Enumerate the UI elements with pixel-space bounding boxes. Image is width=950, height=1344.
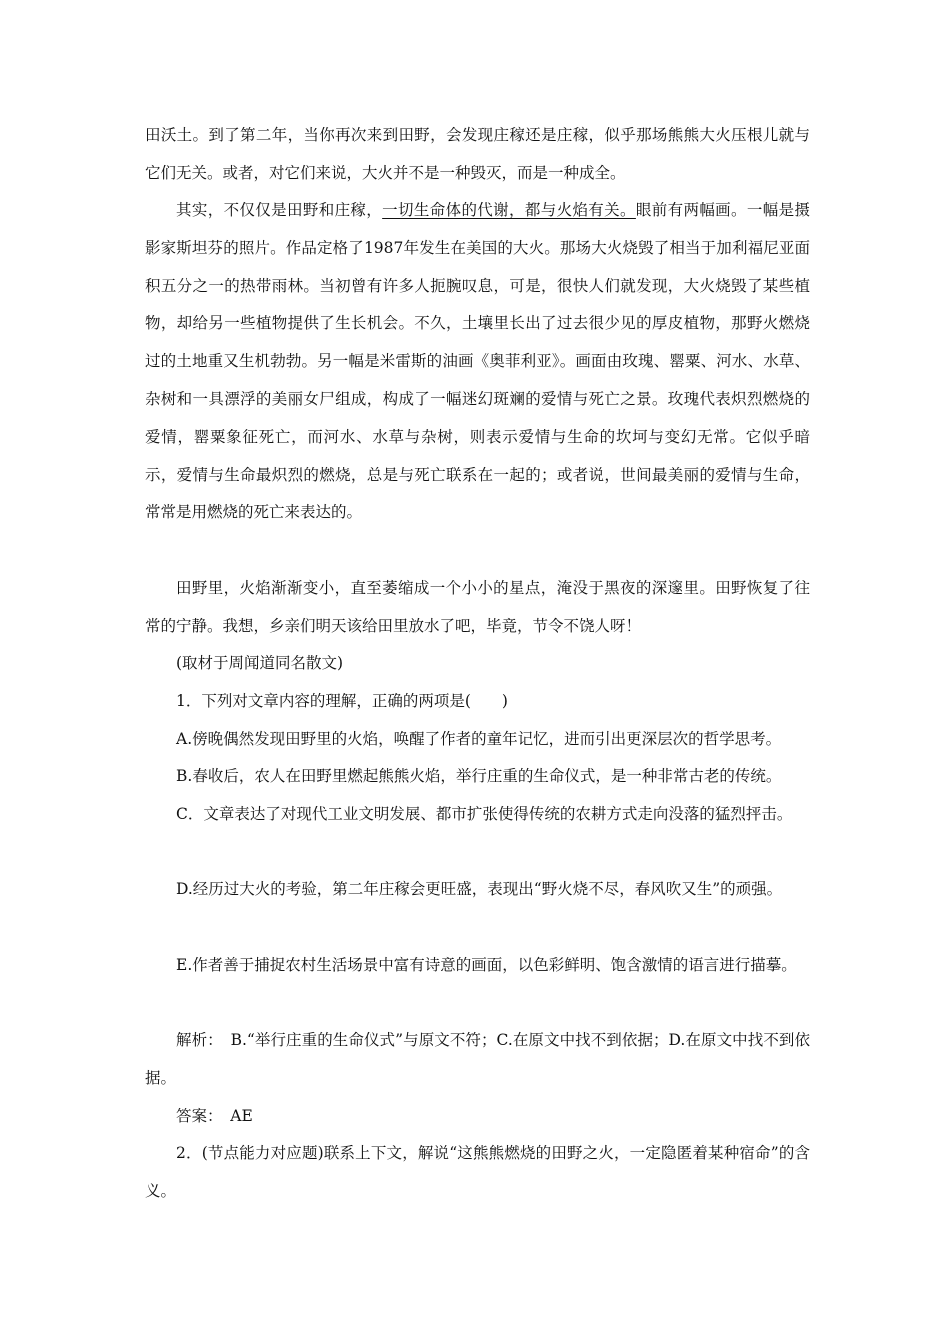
article-paragraph-1: 田沃土。到了第二年，当你再次来到田野，会发现庄稼还是庄稼，似乎那场熊熊大火压根儿就与它们无关。或者，对它们来说，大火并不是一种毁灭，而是一种成全。 xyxy=(145,126,810,182)
option-a: A.傍晚偶然发现田野里的火焰，唤醒了作者的童年记忆，进而引出更深层次的哲学思考。 xyxy=(176,730,782,748)
option-e: E.作者善于捕捉农村生活场景中富有诗意的画面，以色彩鲜明、饱含激情的语言进行描摹。 xyxy=(176,956,797,974)
article-source: (取材于周闻道同名散文) xyxy=(176,654,344,672)
paragraph-2-body: 眼前有两幅画。一幅是摄影家斯坦芬的照片。作品定格了1987年发生在美国的大火。那场大火烧毁了相当于加利福尼亚面积五分之一的热带雨林。当初曾有许多人扼腕叹息，可是，很快人们就发现，大火烧毁了某些植物，却给另一些植物提供了生长机会。不久，土壤里长出了过去很少见的厚皮植物，那野火燃烧过的土地重又生机勃勃。另一幅是米雷斯的油画《奥菲利亚》。画面由玫瑰、罂粟、河水、水草、杂树和一具漂浮的美丽女尸组成，构成了一幅迷幻斑斓的爱情与死亡之景。玫瑰代表炽烈燃烧的爱情，罂粟象征死亡，而河水、水草与杂树，则表示爱情与生命的坎坷与变幻无常。它似乎暗示，爱情与生命最炽烈的燃烧，总是与死亡联系在一起的；或者说，世间最美丽的爱情与生命，常常是用燃烧的死亡来表达的。 xyxy=(145,201,810,522)
paragraph-2-lead: 其实，不仅仅是田野和庄稼， xyxy=(176,201,383,219)
option-c: C．文章表达了对现代工业文明发展、都市扩张使得传统的农耕方式走向没落的猛烈抨击。 xyxy=(176,805,793,823)
article-paragraph-2 xyxy=(145,192,810,532)
question-1-answer: 答案： AE xyxy=(176,1107,253,1125)
option-b: B.春收后，农人在田野里燃起熊熊火焰，举行庄重的生命仪式，是一种非常古老的传统。 xyxy=(176,767,782,785)
underlined-key-sentence: 一切生命体的代谢，都与火焰有关。 xyxy=(382,201,636,219)
article-paragraph-3: 田野里，火焰渐渐变小，直至萎缩成一个小小的星点，淹没于黑夜的深邃里。田野恢复了往常的宁静。我想，乡亲们明天该给田里放水了吧，毕竟，节令不饶人呀！ xyxy=(145,579,810,635)
question-1-analysis: 解析： B.“举行庄重的生命仪式”与原文不符；C.在原文中找不到依据；D.在原文中找不到依据。 xyxy=(145,1031,810,1087)
option-d: D.经历过大火的考验，第二年庄稼会更旺盛，表现出“野火烧不尽，春风吹又生”的顽强。 xyxy=(176,880,783,898)
question-1-stem: 1．下列对文章内容的理解，正确的两项是( ) xyxy=(176,692,508,710)
question-2-stem: 2．(节点能力对应题)联系上下文，解说“这熊熊燃烧的田野之火，一定隐匿着某种宿命”的含义。 xyxy=(145,1144,810,1200)
